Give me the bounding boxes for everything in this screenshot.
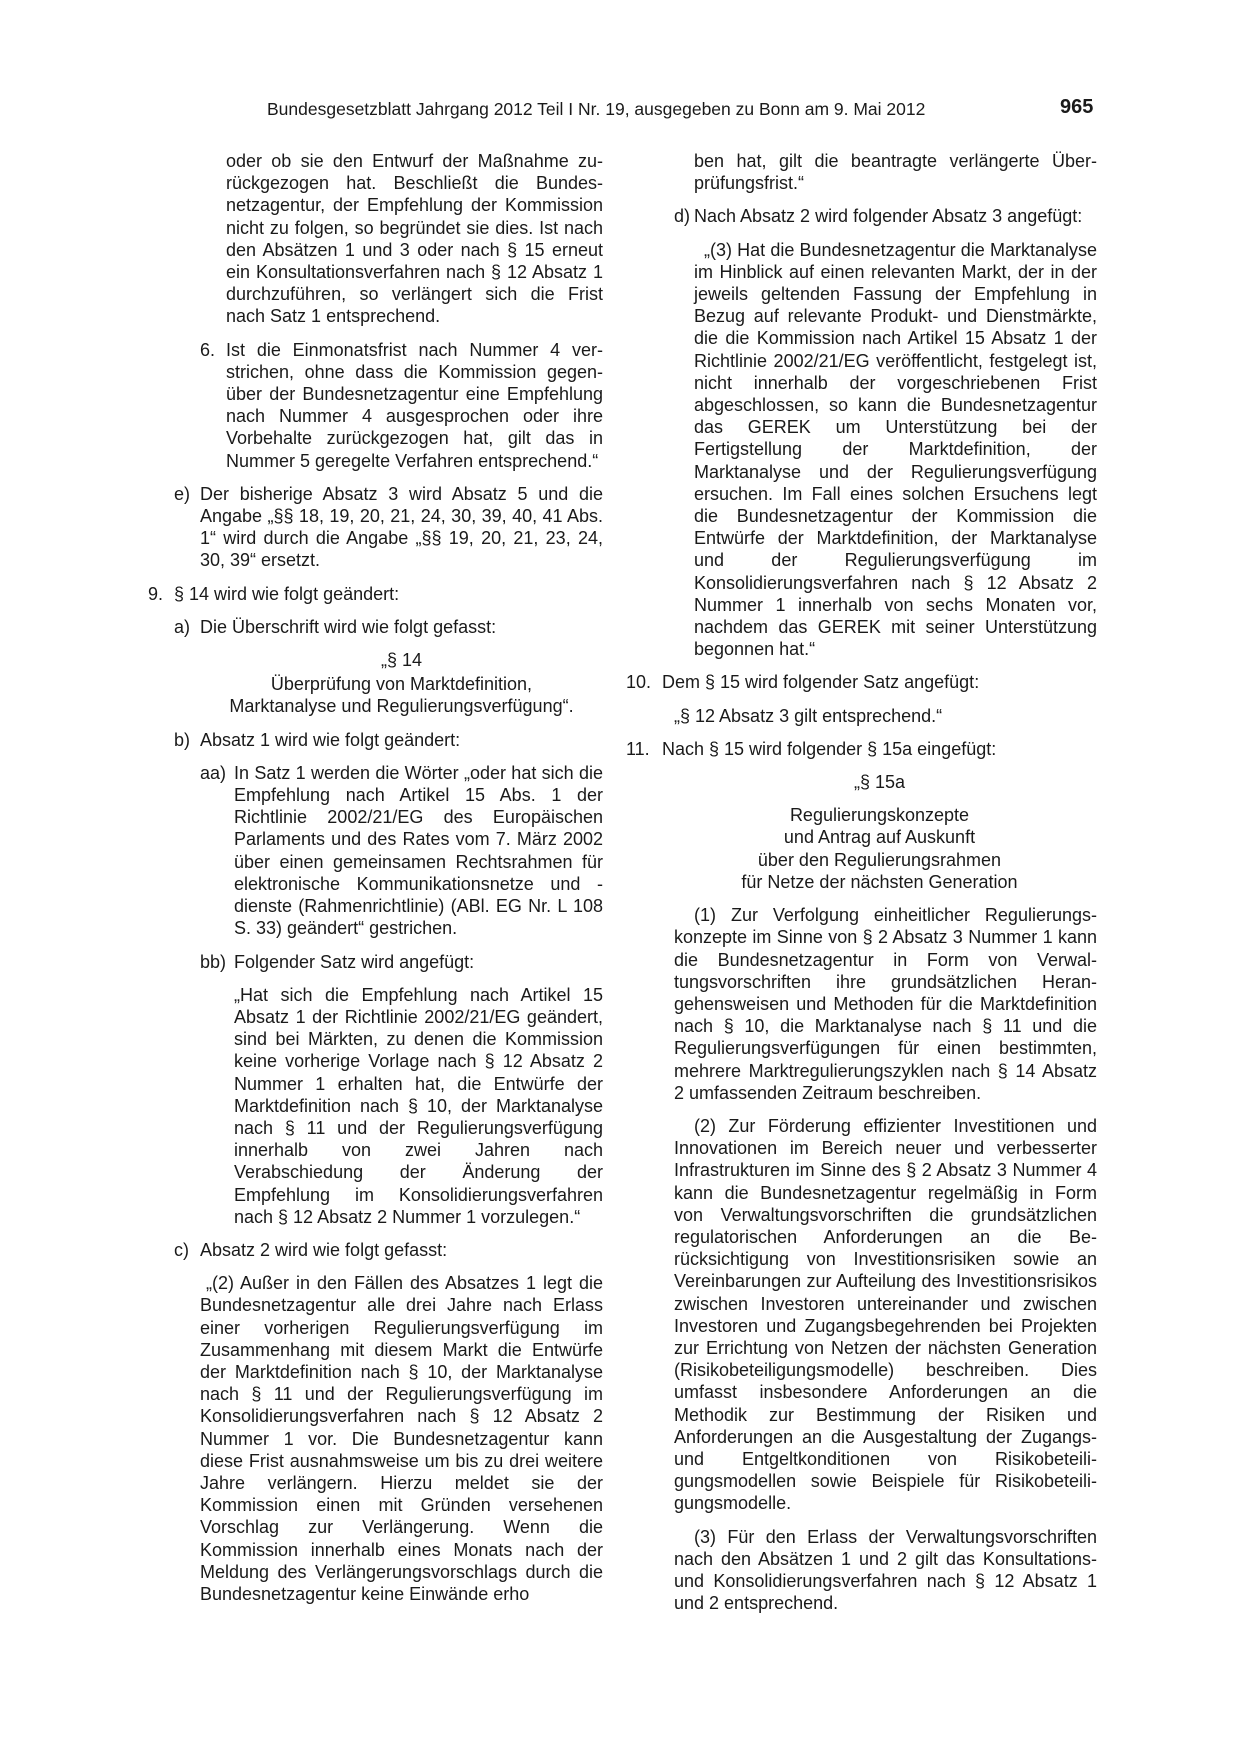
item-letter: e) (174, 483, 191, 504)
list-item-c (174, 1239, 603, 1261)
item-text: Ist die Einmonatsfrist nach Nummer 4 verstrichen, ohne dass die Kommission gegenüber der Bundesnetzagentur eine Empfehlung nach Nummer 4 ausgesprochen oder ihre Vorbehalte zurückgezogen hat, gilt das in Nummer 5 geregelte Verfahren entsprechend.“ (226, 339, 603, 471)
paragraph-absatz-3: (3) Für den Erlass der Verwaltungsvorschriften nach den Absätzen 1 und 2 gilt das Konsultations- und Konsolidierungsverfahren nach § 12 Absatz 1 und 2 entsprechend. (674, 1526, 1097, 1614)
item-text: Die Überschrift wird wie folgt gefasst: (200, 616, 497, 637)
item-text: § 14 wird wie folgt geändert: (174, 583, 400, 604)
section-title-line: über den Regulierungsrahmen (757, 849, 1002, 870)
section-number: „§ 14 (380, 650, 423, 671)
list-item-d (674, 205, 1097, 227)
item-text: Nach Absatz 2 wird folgender Absatz 3 angefügt: (694, 206, 1083, 227)
gazette-title: Bundesgesetzblatt Jahrgang 2012 Teil I Nr. 19, ausgegeben zu Bonn am 9. Mai 2012 (267, 99, 926, 119)
section-title-line: für Netze der nächsten Generation (741, 871, 1018, 892)
item-text: In Satz 1 werden die Wörter „oder hat sich die Empfehlung nach Artikel 15 Abs. 1 der Richtlinie 2002/21/EG des Europäischen Parlaments und des Rates vom 7. März 2002 über einen gemeinsamen Rechtsrahmen für elektronische Kommunikationsnetze und -dienste (Rahmenrichtlinie) (ABl. EG Nr. L 108 S. 33) geändert“ gestrichen. (234, 762, 603, 939)
item-letter: d) (674, 206, 691, 227)
item-number: 6. (200, 339, 216, 360)
paragraph-continuation: ben hat, gilt die beantragte verlängerte Überprüfungsfrist.“ (694, 151, 1097, 194)
item-letter: aa) (200, 762, 227, 783)
item-number: 11. (626, 738, 650, 759)
page-header (0, 96, 1241, 129)
quoted-text: „(2) Außer in den Fällen des Absatzes 1 legt die Bundesnetzagentur alle drei Jahre nach Erlass einer vorherigen Regulierungsverfügung im Zusammenhang mit diesem Markt die Entwürfe der Marktdefinition nach § 10, der Marktanalyse nach § 11 und der Regulierungsverfügung im Konsolidierungsverfahren nach § 12 Absatz 2 Nummer 1 vor. Die Bundesnetzagentur kann diese Frist ausnahmsweise um bis zu drei weitere Jahre verlängern. Hierzu meldet sie der Kommission einen mit Gründen versehenen Vorschlag zur Verlängerung. Wenn die Kommission innerhalb eines Monats nach der Meldung des Verlängerungsvorschlags durch die Bundesnetzagentur keine Einwände erho (200, 1273, 603, 1604)
quoted-text: „(3) Hat die Bundesnetzagentur die Marktanalyse im Hinblick auf einen relevanten Markt, der in der jeweils geltenden Fassung der Empfehlung in Bezug auf relevante Produkt- und Dienstmärkte, die die Kommission nach Artikel 15 Absatz 1 der Richtlinie 2002/21/EG veröffentlicht, festgelegt ist, nicht innerhalb der vorgeschriebenen Frist abgeschlossen, so kann die Bundesnetzagentur das GEREK um Unterstützung bei der Fertigstellung der Marktdefinition, der Marktanalyse und der Regulierungsverfügung ersuchen. Im Fall eines solchen Ersuchens legt die Bundesnetzagentur der Kommission die Entwürfe der Marktdefinition, der Marktanalyse und der Regulierungsverfügung im Konsolidierungsverfahren nach § 12 Absatz 2 Nummer 1 innerhalb von sechs Monaten vor, nachdem das GEREK mit seiner Unterstützung begonnen hat.“ (694, 239, 1097, 660)
list-item-aa (200, 762, 603, 940)
list-item-6 (200, 339, 603, 472)
section-title-line: Überprüfung von Marktdefinition, (270, 674, 533, 695)
right-column (626, 150, 1097, 1625)
paragraph-absatz-1: (1) Zur Verfolgung einheitlicher Regulierungskonzepte im Sinne von § 2 Absatz 3 Nummer 1 kann die Bundesnetzagentur in Form von Verwaltungsvorschriften ihre grundsätzlichen Herangehensweisen und Methoden für die Marktdefinition nach § 10, die Marktanalyse nach § 11 und die Regulierungsverfügungen für einen bestimmten, mehrere Marktregulierungszyklen nach § 14 Absatz 2 umfassenden Zeitraum beschreiben. (674, 905, 1097, 1103)
item-text: Der bisherige Absatz 3 wird Absatz 5 und die Angabe „§§ 18, 19, 20, 21, 24, 30, 39, 40, 41 Abs. 1“ wird durch die Angabe „§§ 19, 20, 21, 23, 24, 30, 39“ ersetzt. (200, 483, 603, 571)
item-number: 9. (148, 583, 164, 604)
paragraph-absatz-2: (2) Zur Förderung effizienter Investitionen und Innovationen im Bereich neuer und verbesserter Infrastrukturen im Sinne des § 2 Absatz 3 Nummer 4 kann die Bundesnetzagentur regelmäßig in Form von Verwaltungsvorschriften die grundsätzlichen regulatorischen Anforderungen an die Berücksichtigung von Investitionsrisiken sowie an Vereinbarungen zur Aufteilung des Investitionsrisikos zwischen Investoren untereinander und zwischen Investoren und Zugangsbegehrenden bei Projekten zur Errichtung von Netzen der nächsten Generation (Risikobeteiligungsmodelle) beschreiben. Dies umfasst insbesondere Anforderungen an die Methodik zur Bestimmung der Risiken und Anforderungen an die Ausgestaltung der Zugangs- und Entgeltkonditionen von Risikobeteiligungsmodellen sowie Beispiele für Risikobeteiligungsmodelle. (674, 1115, 1097, 1514)
item-text: Absatz 1 wird wie folgt geändert: (200, 729, 461, 750)
quoted-text: „§ 12 Absatz 3 gilt entsprechend.“ (674, 705, 943, 726)
page-number: 965 (1060, 96, 1094, 118)
paragraph-continuation: oder ob sie den Entwurf der Maßnahme zurückgezogen hat. Beschließt die Bundesnetzagentur, der Empfehlung der Kommission nicht zu folgen, so begründet sie dies. Ist nach den Absätzen 1 und 3 oder nach § 15 erneut ein Konsultationsverfahren nach § 12 Absatz 1 durchzuführen, so verlängert sich die Frist nach Satz 1 entsprechend. (226, 151, 603, 327)
list-item-11 (626, 738, 1097, 760)
section-title-line: und Antrag auf Auskunft (783, 827, 976, 848)
list-item-b (174, 729, 603, 751)
item-letter: b) (174, 729, 191, 750)
section-number: „§ 15a (853, 772, 906, 793)
left-column (148, 150, 603, 1605)
item-letter: c) (174, 1239, 189, 1260)
list-item-bb (200, 951, 603, 973)
list-item-10 (626, 671, 1097, 693)
item-number: 10. (626, 672, 652, 693)
section-title-line: Regulierungskonzepte (789, 805, 970, 826)
section-title-line: Marktanalyse und Regulierungsverfügung“. (229, 696, 574, 717)
item-text: Absatz 2 wird wie folgt gefasst: (200, 1239, 448, 1260)
list-item-a (174, 616, 603, 638)
list-item-9 (148, 583, 603, 605)
item-text: Nach § 15 wird folgender § 15a eingefügt: (662, 738, 997, 759)
quoted-text: „Hat sich die Empfehlung nach Artikel 15 Absatz 1 der Richtlinie 2002/21/EG geändert, sind bei Märkten, zu denen die Kommission keine vorherige Vorlage nach § 12 Absatz 2 Nummer 1 erhalten hat, die Entwürfe der Marktdefinition nach § 10, der Marktanalyse nach § 11 und der Regulierungsverfügung innerhalb von zwei Jahren nach Verabschiedung der Änderung der Empfehlung im Konsolidierungsverfahren nach § 12 Absatz 2 Nummer 1 vorzulegen.“ (234, 984, 603, 1227)
item-text: Dem § 15 wird folgender Satz angefügt: (662, 672, 980, 693)
item-letter: a) (174, 616, 191, 637)
item-text: Folgender Satz wird angefügt: (234, 951, 475, 972)
list-item-e (174, 483, 603, 572)
item-letter: bb) (200, 951, 227, 972)
